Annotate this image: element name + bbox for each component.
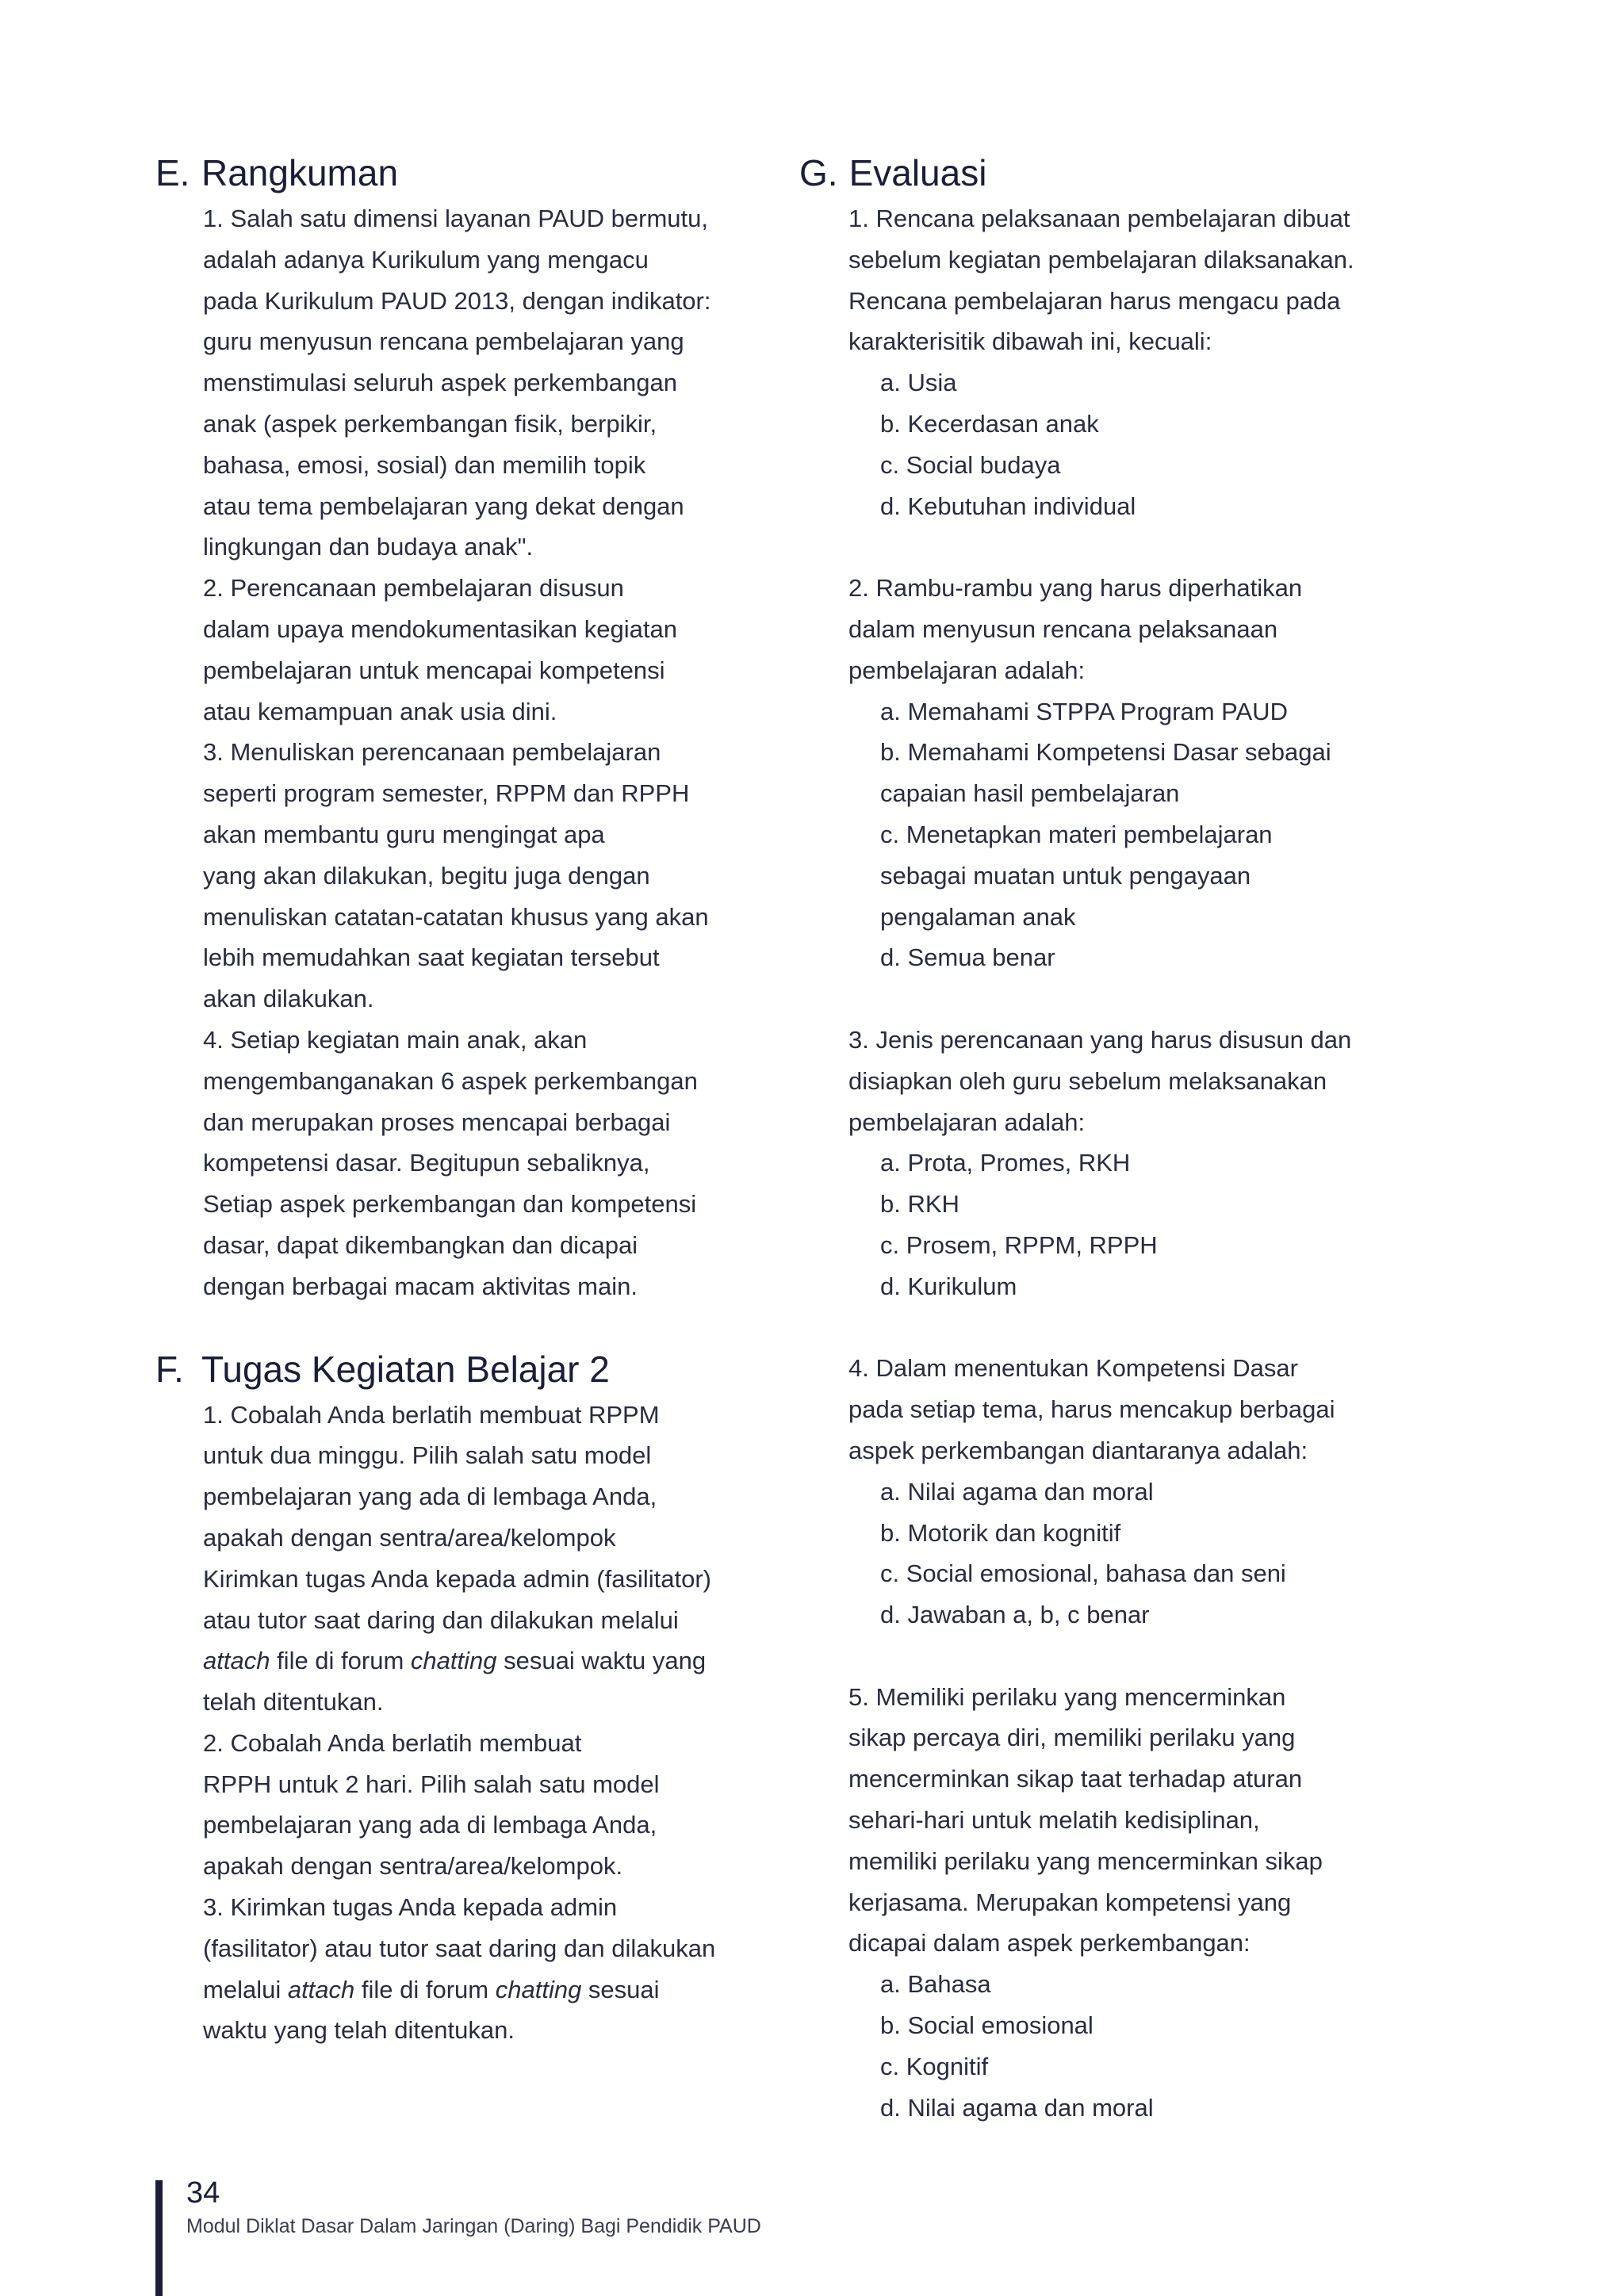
- answer-option: capaian hasil pembelajaran: [880, 779, 1180, 808]
- question-line: memiliki perilaku yang mencerminkan sikap: [848, 1846, 1323, 1875]
- left-column: [155, 147, 774, 2051]
- answer-option: b. RKH: [880, 1190, 959, 1219]
- task-line: apakah dengan sentra/area/kelompok.: [203, 1852, 623, 1881]
- footer-title: Modul Diklat Dasar Dalam Jaringan (Daring) Bagi Pendidik PAUD: [186, 2215, 761, 2237]
- answer-option: c. Social budaya: [880, 450, 1061, 479]
- task-line: RPPH untuk 2 hari. Pilih salah satu model: [203, 1770, 660, 1798]
- question-spacer: [848, 526, 1457, 568]
- summary-line: mengembanganakan 6 aspek perkembangan: [203, 1066, 698, 1095]
- summary-line: 4. Setiap kegiatan main anak, akan: [203, 1025, 588, 1054]
- italic-term: chatting: [495, 1975, 582, 2003]
- task-line: waktu yang telah ditentukan.: [203, 2016, 515, 2045]
- task-text: sesuai waktu yang: [496, 1647, 707, 1675]
- answer-option: a. Prota, Promes, RKH: [880, 1149, 1131, 1177]
- question-line: sehari-hari untuk melatih kedisiplinan,: [848, 1806, 1260, 1835]
- answer-option: d. Nilai agama dan moral: [880, 2093, 1154, 2122]
- summary-line: menstimulasi seluruh aspek perkembangan: [203, 369, 677, 397]
- task-line: Kirimkan tugas Anda kepada admin (fasilitator): [203, 1564, 711, 1593]
- section-spacer: [155, 1307, 774, 1344]
- task-line: 1. Cobalah Anda berlatih membuat RPPM: [203, 1400, 660, 1429]
- summary-line: dengan berbagai macam aktivitas main.: [203, 1272, 638, 1300]
- summary-line: atau kemampuan anak usia dini.: [203, 697, 557, 725]
- summary-line: Setiap aspek perkembangan dan kompetensi: [203, 1190, 697, 1219]
- question-line: 1. Rencana pelaksanaan pembelajaran dibuat: [848, 205, 1350, 232]
- summary-line: yang akan dilakukan, begitu juga dengan: [203, 861, 650, 890]
- question-line: dalam menyusun rencana pelaksanaan: [848, 614, 1278, 643]
- section-g-body: [799, 198, 1457, 2128]
- question-line: kerjasama. Merupakan kompetensi yang: [848, 1888, 1292, 1916]
- summary-line: lebih memudahkan saat kegiatan tersebut: [203, 943, 660, 972]
- summary-line: dalam upaya mendokumentasikan kegiatan: [203, 614, 677, 643]
- summary-line: 1. Salah satu dimensi layanan PAUD bermutu,: [203, 205, 708, 232]
- answer-option: sebagai muatan untuk pengayaan: [880, 861, 1251, 890]
- summary-line: seperti program semester, RPPM dan RPPH: [203, 779, 690, 808]
- answer-option: d. Semua benar: [880, 943, 1055, 972]
- task-line: [203, 1640, 774, 1682]
- answer-option: c. Kognitif: [880, 2052, 989, 2080]
- summary-line: kompetensi dasar. Begitupun sebaliknya,: [203, 1149, 650, 1177]
- summary-line: akan dilakukan.: [203, 985, 374, 1013]
- summary-line: 2. Perencanaan pembelajaran disusun: [203, 574, 624, 603]
- question-line: mencerminkan sikap taat terhadap aturan: [848, 1765, 1303, 1793]
- right-column: [799, 147, 1457, 2128]
- italic-term: chatting: [410, 1647, 497, 1675]
- section-e-body: [155, 198, 774, 1307]
- italic-term: attach: [203, 1647, 270, 1675]
- answer-option: a. Bahasa: [880, 1970, 991, 1999]
- question-line: dicapai dalam aspek perkembangan:: [848, 1929, 1251, 1957]
- answer-option: c. Menetapkan materi pembelajaran: [880, 820, 1273, 848]
- question-line: 2. Rambu-rambu yang harus diperhatikan: [848, 574, 1303, 603]
- task-line: pembelajaran yang ada di lembaga Anda,: [203, 1483, 657, 1511]
- summary-line: adalah adanya Kurikulum yang mengacu: [203, 245, 649, 274]
- section-g-letter: G.: [799, 152, 838, 193]
- question-spacer: [848, 1636, 1457, 1677]
- question-line: 4. Dalam menentukan Kompetensi Dasar: [848, 1354, 1298, 1383]
- question-line: sikap percaya diri, memiliki perilaku yang: [848, 1724, 1296, 1752]
- answer-option: a. Usia: [880, 369, 957, 397]
- answer-option: c. Social emosional, bahasa dan seni: [880, 1559, 1286, 1588]
- task-line: (fasilitator) atau tutor saat daring dan dilakukan: [203, 1934, 716, 1962]
- answer-option: a. Memahami STPPA Program PAUD: [880, 697, 1288, 725]
- question-line: pembelajaran adalah:: [848, 1108, 1086, 1136]
- question-line: 3. Jenis perencanaan yang harus disusun dan: [848, 1025, 1352, 1054]
- answer-option: d. Kebutuhan individual: [880, 492, 1136, 520]
- answer-option: d. Kurikulum: [880, 1272, 1017, 1300]
- question-spacer: [848, 978, 1457, 1020]
- summary-line: lingkungan dan budaya anak".: [203, 533, 534, 561]
- task-line: 3. Kirimkan tugas Anda kepada admin: [203, 1893, 618, 1922]
- question-line: disiapkan oleh guru sebelum melaksanakan: [848, 1066, 1327, 1095]
- section-f-heading: [155, 1344, 774, 1395]
- section-e-title: Rangkuman: [201, 152, 399, 193]
- page-number: 34: [186, 2176, 220, 2210]
- question-line: sebelum kegiatan pembelajaran dilaksanakan.: [848, 245, 1354, 274]
- answer-option: b. Memahami Kompetensi Dasar sebagai: [880, 738, 1331, 767]
- task-line: pembelajaran yang ada di lembaga Anda,: [203, 1811, 657, 1839]
- footer-accent-bar: [155, 2180, 163, 2296]
- section-e-heading: [155, 147, 774, 198]
- section-e-letter: E.: [155, 152, 190, 193]
- question-spacer: [848, 1307, 1457, 1349]
- answer-option: c. Prosem, RPPM, RPPH: [880, 1230, 1158, 1259]
- question-line: 5. Memiliki perilaku yang mencerminkan: [848, 1682, 1286, 1711]
- task-line: [203, 1969, 774, 2011]
- summary-line: 3. Menuliskan perencanaan pembelajaran: [203, 738, 661, 767]
- question-line: karakterisitik dibawah ini, kecuali:: [848, 327, 1212, 356]
- answer-option: d. Jawaban a, b, c benar: [880, 1601, 1150, 1629]
- summary-line: dan merupakan proses mencapai berbagai: [203, 1108, 671, 1136]
- section-g-heading: [799, 147, 1457, 198]
- task-text: file di forum: [354, 1975, 496, 2003]
- task-text: sesuai: [581, 1975, 660, 2003]
- task-line: apakah dengan sentra/area/kelompok: [203, 1523, 616, 1552]
- summary-line: menuliskan catatan-catatan khusus yang akan: [203, 902, 709, 931]
- answer-option: b. Motorik dan kognitif: [880, 1518, 1121, 1547]
- question-line: pada setiap tema, harus mencakup berbagai: [848, 1395, 1335, 1424]
- task-text: file di forum: [270, 1647, 411, 1675]
- italic-term: attach: [287, 1975, 355, 2003]
- task-line: untuk dua minggu. Pilih salah satu model: [203, 1441, 652, 1470]
- task-line: 2. Cobalah Anda berlatih membuat: [203, 1728, 582, 1757]
- answer-option: pengalaman anak: [880, 902, 1076, 931]
- answer-option: a. Nilai agama dan moral: [880, 1477, 1154, 1506]
- summary-line: akan membantu guru mengingat apa: [203, 820, 605, 848]
- summary-line: dasar, dapat dikembangkan dan dicapai: [203, 1230, 638, 1259]
- section-f-title: Tugas Kegiatan Belajar 2: [201, 1348, 610, 1390]
- question-line: pembelajaran adalah:: [848, 656, 1086, 684]
- question-line: Rencana pembelajaran harus mengacu pada: [848, 286, 1341, 315]
- summary-line: guru menyusun rencana pembelajaran yang: [203, 327, 684, 356]
- summary-line: pada Kurikulum PAUD 2013, dengan indikator:: [203, 286, 711, 315]
- summary-line: atau tema pembelajaran yang dekat dengan: [203, 492, 684, 520]
- task-text: melalui: [203, 1975, 288, 2003]
- task-line: atau tutor saat daring dan dilakukan melalui: [203, 1605, 679, 1634]
- section-f-letter: F.: [155, 1348, 184, 1390]
- section-g-title: Evaluasi: [848, 152, 987, 193]
- summary-line: pembelajaran untuk mencapai kompetensi: [203, 656, 665, 684]
- section-f-body: [155, 1395, 774, 2052]
- answer-option: b. Social emosional: [880, 2011, 1094, 2040]
- question-line: aspek perkembangan diantaranya adalah:: [848, 1436, 1308, 1464]
- summary-line: bahasa, emosi, sosial) dan memilih topik: [203, 450, 646, 479]
- summary-line: anak (aspek perkembangan fisik, berpikir,: [203, 409, 657, 438]
- answer-option: b. Kecerdasan anak: [880, 409, 1099, 438]
- task-line: telah ditentukan.: [203, 1688, 384, 1716]
